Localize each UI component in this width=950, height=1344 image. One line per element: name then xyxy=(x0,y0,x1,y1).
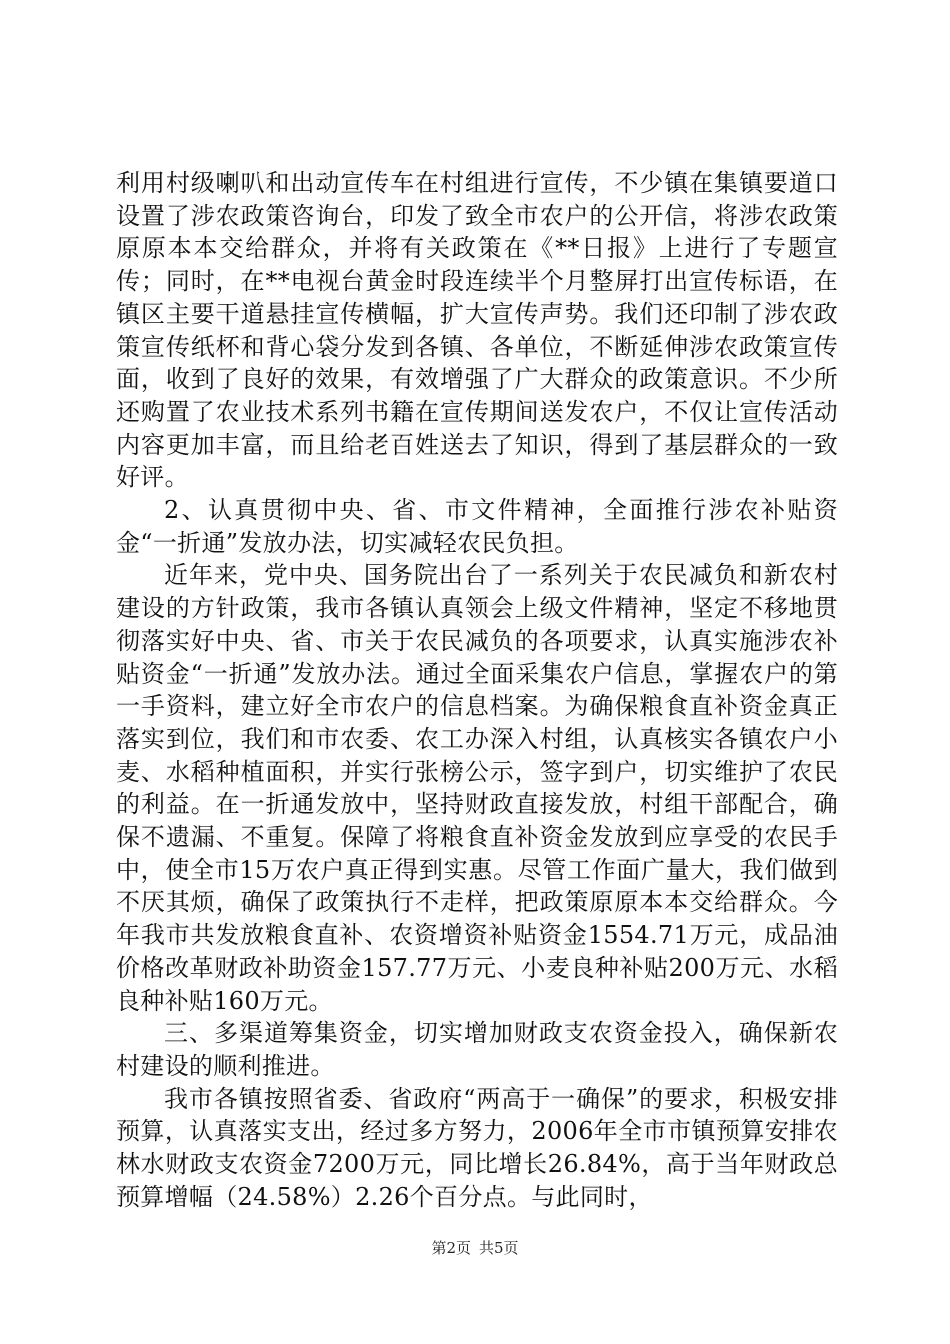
paragraph-heading-funding: 三、多渠道筹集资金，切实增加财政支农资金投入，确保新农村建设的顺利推进。 xyxy=(116,1019,838,1080)
page-total: 共5页 xyxy=(479,1239,519,1257)
paragraph-funding-detail: 我市各镇按照省委、省政府“两高于一确保”的要求，积极安排预算，认真落实支出，经过多方努力，2006年全市市镇预算安排农林水财政支农资金7200万元，同比增长26.84%，高于当年财政总预算增幅（24.58%）2.26个百分点。与此同时， xyxy=(116,1084,838,1211)
page-footer xyxy=(0,1238,950,1258)
document-body xyxy=(116,167,838,1214)
page-number: 第2页 xyxy=(431,1239,471,1257)
paragraph-publicity: 利用村级喇叭和出动宣传车在村组进行宣传，不少镇在集镇要道口设置了涉农政策咨询台，印发了致全市农户的公开信，将涉农政策原原本本交给群众，并将有关政策在《**日报》上进行了专题宣传；同时，在**电视台黄金时段连续半个月整屏打出宣传标语，在镇区主要干道悬挂宣传横幅，扩大宣传声势。我们还印制了涉农政策宣传纸杯和背心袋分发到各镇、各单位，不断延伸涉农政策宣传面，收到了良好的效果，有效增强了广大群众的政策意识。不少所还购置了农业技术系列书籍在宣传期间送发农户，不仅让宣传活动内容更加丰富，而且给老百姓送去了知识，得到了基层群众的一致好评。 xyxy=(116,169,838,492)
paragraph-subsidy-detail: 近年来，党中央、国务院出台了一系列关于农民减负和新农村建设的方针政策，我市各镇认真领会上级文件精神，坚定不移地贯彻落实好中央、省、市关于农民减负的各项要求，认真实施涉农补贴资金“一折通”发放办法。通过全面采集农户信息，掌握农户的第一手资料，建立好全市农户的信息档案。为确保粮食直补资金真正落实到位，我们和市农委、农工办深入村组，认真核实各镇农户小麦、水稻种植面积，并实行张榜公示，签字到户，切实维护了农民的利益。在一折通发放中，坚持财政直接发放，村组干部配合，确保不遗漏、不重复。保障了将粮食直补资金发放到应享受的农民手中，使全市15万农户真正得到实惠。尽管工作面广量大，我们做到不厌其烦，确保了政策执行不走样，把政策原原本本交给群众。今年我市共发放粮食直补、农资增资补贴资金1554.71万元，成品油价格改革财政补助资金157.77万元、小麦良种补贴200万元、水稻良种补贴160万元。 xyxy=(116,561,838,1015)
paragraph-heading-subsidy: 2、认真贯彻中央、省、市文件精神，全面推行涉农补贴资金“一折通”发放办法，切实减轻农民负担。 xyxy=(116,496,838,557)
